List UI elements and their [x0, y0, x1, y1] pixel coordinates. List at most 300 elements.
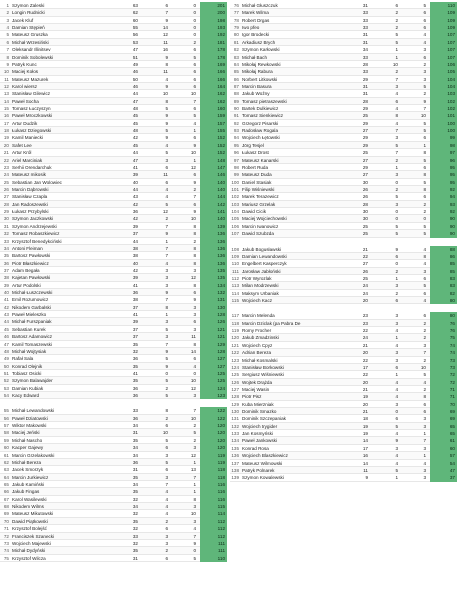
player-name-cell: Marcin Basura — [242, 83, 272, 89]
table-row — [230, 334, 457, 341]
value-a-cell: 46 — [132, 83, 138, 89]
table-row — [0, 164, 227, 171]
value-c-cell: 2 — [193, 423, 196, 429]
value-c-cell: 6 — [423, 17, 426, 23]
total-score-cell: 65 — [430, 423, 457, 430]
table-row — [0, 179, 227, 186]
value-a-cell: 32 — [132, 526, 138, 532]
total-score-cell: 136 — [200, 260, 227, 267]
value-a-cell: 63 — [132, 3, 138, 8]
standings-block — [230, 246, 457, 305]
block-gap — [230, 238, 457, 246]
value-b-cell: 3 — [395, 283, 398, 289]
rank-cell: 95 — [233, 142, 239, 148]
player-name-cell: Dominik Sobolewski — [12, 54, 54, 60]
value-c-cell: 1 — [193, 157, 196, 163]
player-name-cell: Maciej Wojciechowski — [242, 216, 287, 222]
value-b-cell: 5 — [165, 106, 168, 112]
value-b-cell: 4 — [165, 186, 168, 192]
total-score-cell: 122 — [200, 415, 227, 422]
total-score-cell: 169 — [200, 61, 227, 68]
total-score-cell: 90 — [430, 215, 457, 222]
value-b-cell: 5 — [165, 459, 168, 465]
value-b-cell: 8 — [165, 408, 168, 414]
value-a-cell: 23 — [362, 313, 368, 319]
value-c-cell: 10 — [190, 216, 196, 222]
table-row — [230, 54, 457, 61]
player-name-cell: Adrian Bereza — [242, 350, 272, 356]
total-score-cell: 73 — [430, 364, 457, 371]
player-name-cell: Maciej Wasin — [242, 386, 270, 392]
player-name-cell: Radosław Rogala — [242, 128, 279, 134]
value-c-cell: 1 — [193, 489, 196, 495]
table-row — [230, 76, 457, 83]
value-b-cell: 4 — [395, 342, 398, 348]
table-row — [230, 357, 457, 364]
value-b-cell: 3 — [395, 313, 398, 319]
value-c-cell: 2 — [193, 437, 196, 443]
table-row — [0, 76, 227, 83]
table-row — [0, 525, 227, 532]
value-a-cell: 33 — [132, 533, 138, 539]
rank-cell: 51 — [3, 370, 9, 376]
rank-cell: 110 — [231, 261, 239, 267]
player-name-cell: Jan Radoszewski — [12, 201, 48, 207]
value-a-cell: 29 — [362, 76, 368, 82]
table-row — [0, 208, 227, 215]
value-a-cell: 32 — [132, 496, 138, 502]
total-score-cell: 112 — [200, 518, 227, 525]
rank-cell: 75 — [3, 555, 9, 561]
value-a-cell: 37 — [132, 231, 138, 237]
table-row — [230, 142, 457, 149]
total-score-cell: 120 — [200, 429, 227, 436]
value-a-cell: 17 — [362, 364, 368, 370]
player-name-cell: Łukasz Dziegowski — [12, 128, 52, 134]
player-name-cell: Wojciech Łętowski — [242, 135, 280, 141]
table-row — [0, 134, 227, 141]
value-b-cell: 4 — [395, 91, 398, 97]
total-score-cell: 73 — [430, 357, 457, 364]
value-b-cell: 4 — [395, 394, 398, 400]
value-a-cell: 21 — [362, 342, 368, 348]
value-c-cell: 8 — [193, 260, 196, 266]
table-row — [0, 459, 227, 466]
value-c-cell: 4 — [423, 246, 426, 252]
rank-cell: 3 — [6, 17, 9, 23]
value-a-cell: 26 — [362, 268, 368, 274]
table-row — [0, 326, 227, 333]
player-name-cell: Bartosz Pawłowski — [12, 253, 51, 259]
total-score-cell: 164 — [200, 83, 227, 90]
player-name-cell: Sebastian Jan Wolowiec — [12, 179, 62, 185]
total-score-cell: 198 — [200, 17, 227, 24]
value-a-cell: 14 — [362, 438, 368, 444]
rank-cell: 108 — [231, 246, 239, 252]
rank-cell: 101 — [231, 186, 239, 192]
value-c-cell: 8 — [193, 253, 196, 259]
table-row — [0, 31, 227, 38]
value-a-cell: 39 — [132, 319, 138, 325]
total-score-cell: 142 — [200, 201, 227, 208]
table-row — [0, 466, 227, 473]
value-a-cell: 39 — [132, 275, 138, 281]
value-a-cell: 26 — [362, 194, 368, 200]
value-a-cell: 44 — [132, 238, 138, 244]
value-a-cell: 28 — [362, 98, 368, 104]
rank-cell: 77 — [233, 10, 239, 16]
value-b-cell: 3 — [395, 445, 398, 451]
table-row — [0, 149, 227, 156]
value-c-cell: 4 — [423, 32, 426, 38]
value-b-cell: 4 — [395, 460, 398, 466]
player-name-cell: Oleksandr Illinitsev — [12, 47, 51, 53]
rank-cell: 5 — [6, 32, 9, 38]
value-a-cell: 33 — [362, 54, 368, 60]
total-score-cell: 54 — [430, 460, 457, 467]
table-row — [230, 467, 457, 474]
value-c-cell: 4 — [423, 298, 426, 304]
table-row — [0, 474, 227, 481]
value-b-cell: 9 — [165, 231, 168, 237]
rank-cell: 21 — [3, 150, 9, 156]
total-score-cell: 76 — [430, 327, 457, 334]
value-b-cell: 1 — [395, 475, 398, 481]
value-c-cell: 2 — [423, 357, 426, 363]
value-b-cell: 6 — [165, 445, 168, 451]
rank-cell: 46 — [3, 334, 9, 340]
rank-cell: 34 — [3, 245, 9, 251]
rank-cell: 56 — [3, 415, 9, 421]
table-row — [0, 260, 227, 267]
total-score-cell: 69 — [430, 415, 457, 422]
rank-cell: 135 — [231, 445, 239, 451]
rank-cell: 133 — [231, 431, 239, 437]
value-b-cell: 6 — [395, 98, 398, 104]
player-name-cell: Kacy Edward — [12, 393, 40, 399]
table-row — [0, 341, 227, 348]
value-a-cell: 32 — [132, 540, 138, 546]
value-b-cell: 3 — [165, 157, 168, 163]
value-c-cell: 4 — [423, 379, 426, 385]
value-b-cell: 6 — [165, 423, 168, 429]
value-a-cell: 47 — [132, 157, 138, 163]
value-b-cell: 5 — [165, 326, 168, 332]
rank-cell: 65 — [3, 482, 9, 487]
table-row — [0, 245, 227, 252]
value-a-cell: 25 — [362, 223, 368, 229]
total-score-cell: 71 — [430, 393, 457, 400]
total-score-cell: 65 — [430, 430, 457, 437]
total-score-cell: 57 — [430, 452, 457, 459]
rank-cell: 36 — [3, 260, 9, 266]
total-score-cell: 95 — [430, 171, 457, 178]
table-row — [0, 415, 227, 422]
value-a-cell: 20 — [362, 350, 368, 356]
value-c-cell: 7 — [193, 98, 196, 104]
total-score-cell: 98 — [430, 142, 457, 149]
rank-cell: 18 — [3, 128, 9, 134]
value-a-cell: 35 — [132, 363, 138, 369]
value-a-cell: 31 — [362, 91, 368, 97]
table-row — [0, 223, 227, 230]
table-row — [230, 379, 457, 386]
value-b-cell: 3 — [165, 275, 168, 281]
rank-cell: 39 — [3, 282, 9, 288]
total-score-cell: 109 — [430, 24, 457, 31]
table-row — [0, 83, 227, 90]
total-score-cell: 111 — [200, 540, 227, 547]
value-b-cell: 6 — [395, 298, 398, 304]
rank-cell: 63 — [3, 467, 9, 473]
value-a-cell: 45 — [132, 120, 138, 126]
player-name-cell: Łukasz Drost — [242, 150, 269, 156]
table-row — [0, 112, 227, 119]
value-c-cell: 10 — [190, 511, 196, 517]
value-b-cell: 3 — [165, 334, 168, 340]
value-a-cell: 39 — [132, 223, 138, 229]
value-c-cell: 0 — [193, 548, 196, 554]
player-name-cell: Damian Kubiak — [12, 385, 44, 391]
table-row — [230, 149, 457, 156]
value-c-cell: 12 — [190, 452, 196, 458]
value-a-cell: 22 — [362, 253, 368, 259]
total-score-cell: 120 — [200, 444, 227, 451]
total-score-cell: 127 — [200, 355, 227, 362]
player-name-cell: Arkadiusz Brych — [242, 39, 276, 45]
player-name-cell: Igor Brodecki — [242, 32, 270, 38]
value-b-cell: 10 — [162, 430, 168, 436]
player-name-cell: Longin Rudnicki — [12, 10, 45, 16]
value-c-cell: 3 — [193, 504, 196, 510]
total-score-cell: 128 — [200, 348, 227, 355]
total-score-cell: 136 — [200, 230, 227, 237]
value-c-cell: 8 — [423, 253, 426, 259]
player-name-cell: Artur Dudzik — [12, 120, 38, 126]
value-a-cell: 22 — [362, 328, 368, 334]
table-row — [230, 445, 457, 452]
table-row — [230, 371, 457, 378]
value-a-cell: 31 — [362, 83, 368, 89]
rank-cell: 83 — [233, 54, 239, 60]
player-name-cell: Kamil Maniecki — [12, 135, 43, 141]
player-name-cell: Wojciech trygider — [242, 423, 278, 429]
value-c-cell: 6 — [423, 194, 426, 200]
player-name-cell: Sebastian Kurek — [12, 326, 46, 332]
player-name-cell: Kajetan Pawłowski — [12, 275, 51, 281]
total-score-cell: 112 — [200, 525, 227, 532]
total-score-cell: 127 — [200, 363, 227, 370]
table-row — [0, 171, 227, 178]
value-b-cell: 6 — [165, 179, 168, 185]
rank-cell: 57 — [3, 423, 9, 429]
player-name-cell: Rafał Sala — [12, 356, 34, 362]
player-name-cell: Robert Drgas — [242, 17, 270, 23]
table-row — [0, 355, 227, 362]
rank-cell: 78 — [233, 17, 239, 23]
player-name-cell: Michał Wojtysiak — [12, 348, 47, 354]
value-a-cell: 29 — [362, 106, 368, 112]
total-score-cell: 136 — [200, 245, 227, 252]
player-name-cell: Emil Rozumowicz — [12, 297, 49, 303]
total-score-cell: 61 — [430, 437, 457, 444]
table-row — [0, 201, 227, 208]
table-row — [0, 267, 227, 274]
table-row — [0, 46, 227, 53]
value-c-cell: 11 — [191, 334, 196, 340]
rank-cell: 27 — [3, 194, 9, 200]
value-a-cell: 44 — [132, 186, 138, 192]
rank-cell: 130 — [231, 409, 239, 415]
standings-block — [230, 312, 457, 481]
player-name-cell: Marcin Iwanowicz — [242, 223, 279, 229]
value-b-cell: 4 — [165, 511, 168, 517]
total-score-cell: 123 — [200, 392, 227, 399]
table-row — [230, 268, 457, 275]
value-c-cell: 4 — [193, 526, 196, 532]
table-row — [230, 364, 457, 371]
rank-cell: 48 — [3, 348, 9, 354]
value-c-cell: 5 — [423, 179, 426, 185]
table-row — [0, 555, 227, 562]
rank-cell: 106 — [231, 223, 239, 229]
value-c-cell: 3 — [423, 268, 426, 274]
value-c-cell: 3 — [423, 69, 426, 75]
table-row — [230, 423, 457, 430]
value-c-cell: 6 — [423, 164, 426, 170]
table-row — [0, 24, 227, 31]
rank-cell: 105 — [231, 216, 239, 222]
value-b-cell: 9 — [165, 120, 168, 126]
value-c-cell: 5 — [193, 430, 196, 436]
total-score-cell: 74 — [430, 342, 457, 349]
total-score-cell: 109 — [430, 9, 457, 16]
rank-cell: 35 — [3, 253, 9, 259]
rank-cell: 67 — [3, 496, 9, 502]
player-name-cell: Maciej Kołos — [12, 69, 39, 75]
total-score-cell: 140 — [200, 186, 227, 193]
table-row — [230, 253, 457, 260]
block-gap — [230, 304, 457, 312]
value-c-cell: 6 — [423, 401, 426, 407]
total-score-cell: 200 — [200, 9, 227, 16]
table-row — [230, 171, 457, 178]
rank-cell: 24 — [3, 172, 9, 178]
total-score-cell: 124 — [200, 385, 227, 392]
value-c-cell: 13 — [190, 467, 196, 473]
value-c-cell: 2 — [423, 386, 426, 392]
value-c-cell: 6 — [423, 409, 426, 415]
value-c-cell: 3 — [193, 267, 196, 273]
rank-cell: 125 — [231, 372, 239, 378]
player-name-cell: Sergiusz Wiśniewski — [242, 372, 284, 378]
value-a-cell: 11 — [363, 467, 368, 473]
rank-cell: 124 — [231, 364, 239, 370]
total-score-cell: 70 — [430, 401, 457, 408]
rank-cell: 44 — [3, 319, 9, 325]
player-name-cell: Konrad Rosa — [242, 445, 269, 451]
table-row — [0, 127, 227, 134]
total-score-cell: 80 — [430, 297, 457, 304]
player-name-cell: Szymon Balawajder — [12, 378, 53, 384]
value-c-cell: 8 — [193, 496, 196, 502]
value-a-cell: 35 — [132, 548, 138, 554]
value-a-cell: 46 — [132, 69, 138, 75]
table-row — [0, 547, 227, 554]
rank-cell: 92 — [233, 120, 239, 126]
value-b-cell: 5 — [395, 231, 398, 237]
value-b-cell: 16 — [162, 47, 168, 53]
rank-cell: 8 — [6, 54, 9, 60]
table-row — [230, 112, 457, 119]
value-b-cell: 0 — [395, 409, 398, 415]
value-b-cell: 1 — [395, 335, 398, 341]
total-score-cell: 92 — [430, 208, 457, 215]
value-a-cell: 33 — [362, 10, 368, 16]
rank-cell: 53 — [3, 385, 9, 391]
rank-cell: 47 — [3, 341, 9, 347]
value-c-cell: 5 — [423, 83, 426, 89]
value-b-cell: 4 — [395, 379, 398, 385]
value-a-cell: 40 — [132, 179, 138, 185]
value-a-cell: 29 — [362, 120, 368, 126]
value-a-cell: 47 — [132, 98, 138, 104]
table-row — [0, 2, 227, 9]
value-b-cell: 4 — [395, 386, 398, 392]
value-a-cell: 24 — [362, 290, 368, 296]
rank-cell: 68 — [3, 504, 9, 510]
table-row — [230, 230, 457, 237]
rank-cell: 10 — [3, 69, 9, 75]
value-b-cell: 0 — [395, 216, 398, 222]
value-c-cell: 4 — [423, 261, 426, 267]
value-a-cell: 25 — [362, 231, 368, 237]
player-name-cell: Marcin Grzelakowski — [12, 452, 55, 458]
total-score-cell: 136 — [200, 252, 227, 259]
total-score-cell: 95 — [430, 179, 457, 186]
table-row — [0, 105, 227, 112]
rank-cell: 23 — [3, 164, 9, 170]
player-name-cell: Karol Wasilewski — [12, 496, 47, 502]
value-c-cell: 9 — [193, 179, 196, 185]
value-c-cell: 9 — [193, 297, 196, 303]
player-name-cell: Stanisław Borkowski — [242, 364, 284, 370]
value-b-cell: 0 — [395, 179, 398, 185]
player-name-cell: Michał Wrzesiński — [12, 39, 49, 45]
player-name-cell: Jakub Bogusławski — [242, 246, 282, 252]
value-a-cell: 31 — [362, 3, 368, 8]
value-c-cell: 8 — [193, 245, 196, 251]
value-a-cell: 20 — [362, 298, 368, 304]
table-row — [230, 105, 457, 112]
table-row — [0, 444, 227, 451]
total-score-cell: 107 — [430, 31, 457, 38]
value-c-cell: 3 — [423, 416, 426, 422]
table-row — [0, 215, 227, 222]
table-row — [0, 90, 227, 97]
value-a-cell: 41 — [132, 164, 138, 170]
value-b-cell: 8 — [165, 61, 168, 67]
player-name-cell: Jan Kosmyński — [242, 431, 273, 437]
player-name-cell: Wojtek Drążda — [242, 379, 273, 385]
player-name-cell: Jakub Fingas — [12, 489, 40, 495]
table-row — [0, 481, 227, 488]
rank-cell: 37 — [3, 267, 9, 273]
value-b-cell: 2 — [395, 186, 398, 192]
table-row — [0, 9, 227, 16]
rank-cell: 76 — [233, 3, 239, 8]
value-c-cell: 1 — [193, 459, 196, 465]
